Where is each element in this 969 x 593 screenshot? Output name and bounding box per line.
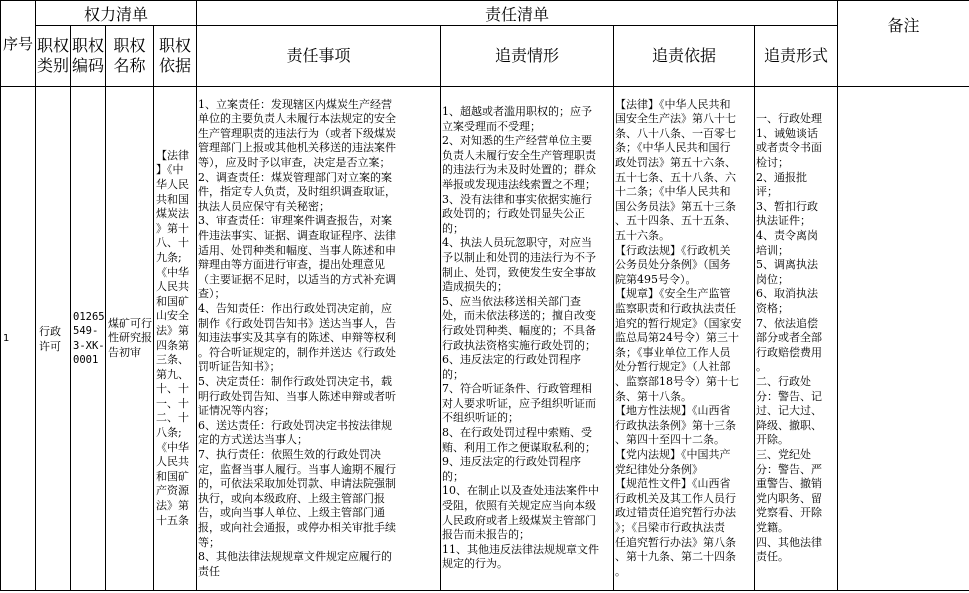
row-code: 01265 549- 3-XK- 0001 — [71, 87, 106, 591]
header-remarks: 备注 — [838, 1, 969, 87]
header-power-code: 职权 编码 — [71, 26, 106, 87]
row-accountability-basis: 【法律】《中华人民共和 国安全生产法》第八十七 条、八十八条、一百零七 条；《中华人民共和国行 政处罚法》第五十六条、 五十七条、五十八条、六 十二条；《中华人民共和 国公务员法》第五十三条 、五十四条、五十五条、 五十六条。 【行政法规】《行政机关 公务员处分条例》（国务 院第495号令）。 【规章】《安全生产监管 监察职责和行政执法责任 追究的暂行规定》（国家安 监总局第24号令）第三十 条；《事业单位工作人员 处分暂行规定》（人社部 、监察部18号令）第十七 条、第十八条。 【地方性法规】《山西省 行政执法条例》第十三条 、第四十至四十二条。 【党内法规】《中国共产 党纪律处分条例》 【规范性文件】《山西省 行政机关及其工作人员行 政过错责任追究暂行办法 》；《吕梁市行政执法责 任追究暂行办法》第八条 、第十九条、第二十四条 。 — [614, 87, 755, 591]
row-basis: 【法律 】《中 华人民 共和国 煤炭法 》第十 八、十 九条; 《中华 人民共 和国矿 山安全 法》第 四条第 三条、 第九、 十、十 一、十 二、十 八条; 《中华 人民共 和国矿 产资源 法》第 十五条 — [154, 87, 197, 591]
header-power-list: 权力清单 — [36, 1, 197, 26]
header-duty-items: 责任事项 — [197, 26, 441, 87]
header-seq: 序号 — [1, 1, 36, 87]
header-power-name: 职权 名称 — [106, 26, 154, 87]
row-accountability-forms: 一、行政处理 1、诫勉谈话 或者责令书面 检讨； 2、通报批 评； 3、暂扣行政 执法证件； 4、责令离岗 培训； 5、调离执法 岗位； 6、取消执法 资格； 7、依法追偿 部分或者全部 行政赔偿费用 。 二、行政处 分：警告、记 过、记大过、 降级、撤职、 开除。 三、党纪处 分：警告、严 重警告、撤销 党内职务、留 党察看、开除 党籍。 四、其他法律 责任。 — [755, 87, 838, 591]
row-duty-items: 1、立案责任：发现辖区内煤炭生产经营 单位的主要负责人未履行本法规定的安全 生产管理职责的违法行为（或者下级煤炭 管理部门上报或其他机关移送的违法案件 等），应及时予以审查，决定是否立案； 2、调查责任：煤炭管理部门对立案的案 件，指定专人负责，及时组织调查取证， 执法人员应保守有关秘密； 3、审查责任：审理案件调查报告，对案 件违法事实、证据、调查取证程序、法律 适用、处罚种类和幅度、当事人陈述和申 辩理由等方面进行审查，提出处理意见 （主要证据不足时，以适当的方式补充调 查）； 4、告知责任：作出行政处罚决定前，应 制作《行政处罚告知书》送达当事人，告 知违法事实及其享有的陈述、申辩等权利 。符合听证规定的，制作并送达《行政处 罚听证告知书》； 5、决定责任：制作行政处罚决定书，载 明行政处罚告知、当事人陈述申辩或者听 证情况等内容； 6、送达责任：行政处罚决定书按法律规 定的方式送达当事人； 7、执行责任：依照生效的行政处罚决 定，监督当事人履行。当事人逾期不履行 的，可依法采取加处罚款、申请法院强制 执行，或向本级政府、上级主管部门报 告，或向当事人单位、上级主管部门通 报，或向社会通报，或停办相关审批手续 等； 8、其他法律法规规章文件规定应履行的 责任 — [197, 87, 441, 591]
row-remarks — [838, 87, 969, 591]
header-power-basis: 职权 依据 — [154, 26, 197, 87]
row-accountability-cases: 1、超越或者滥用职权的；应予 立案受理而不受理； 2、对知悉的生产经营单位主要 负责人未履行安全生产管理职责 的违法行为未及时处置的；群众 举报或发现违法线索置之不理； 3、没有法律和事实依据实施行 政处罚的；行政处罚显失公正 的； 4、执法人员玩忽职守，对应当 予以制止和处罚的违法行为不予 制止、处罚，致使发生安全事故 造成损失的； 5、应当依法移送相关部门查 处，而未依法移送的；擅自改变 行政处罚种类、幅度的；不具备 行政执法资格实施行政处罚的； 6、违反法定的行政处罚程序 的； 7、符合听证条件、行政管理相 对人要求听证，应予组织听证而 不组织听证的； 8、在行政处罚过程中索贿、受 贿、利用工作之便谋取私利的； 9、违反法定的行政处罚程序 的； 10、在制止以及查处违法案件中 受阻，依照有关规定应当向本级 人民政府或者上级煤炭主管部门 报告而未报告的； 11、其他违反法律法规规章文件 规定的行为。 — [441, 87, 614, 591]
header-accountability-cases: 追责情形 — [441, 26, 614, 87]
header-accountability-forms: 追责形式 — [755, 26, 838, 87]
row-category: 行政 许可 — [36, 87, 71, 591]
table-row — [1, 87, 969, 591]
header-power-category: 职权 类别 — [36, 26, 71, 87]
row-seq: 1 — [1, 87, 36, 591]
header-accountability-basis: 追责依据 — [614, 26, 755, 87]
row-name: 煤矿可行 性研究报 告初审 — [106, 87, 154, 591]
header-responsibility-list: 责任清单 — [197, 1, 838, 26]
